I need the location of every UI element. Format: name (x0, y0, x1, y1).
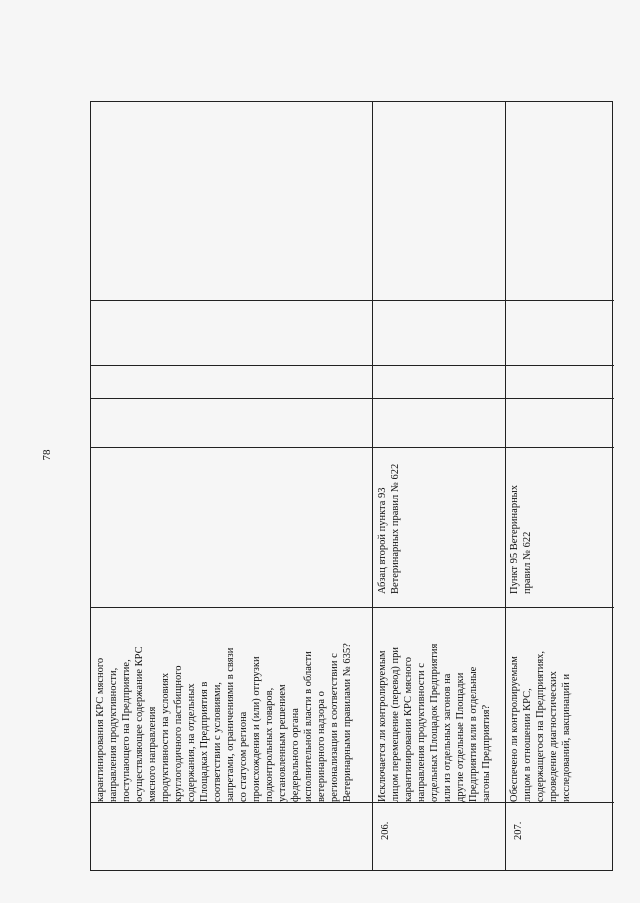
row-207-number: 207. (513, 821, 524, 840)
row-207-reference: Пункт 95 Ветеринарных правил № 622 (509, 485, 533, 594)
row-207-question: Обеспечено ли контролируемым лицом в отношении КРС, содержащегося на Предприятиях, проведение диагностических исследований, вакцинаций и (509, 650, 572, 802)
col-divider-no (91, 365, 614, 366)
col-divider-question (91, 607, 614, 608)
page-number: 78 (41, 449, 53, 461)
row-1-question: карантинирования КРС мясного направления продуктивности, поступающего на Предприятие, осуществляющее содержание КРС мясного направления продуктивности на условиях круглогодичного пастбищного содержания, на отдельных Площадках Предприятия в соответствии с условиями, запретами, ограничениями в связи со статусом региона происхождения и (или) отгрузки подконтрольных товаров, установленным решением федерального органа исполнительной власти в области ветеринарного надзора о регионализации в соответствии с Ветеринарными правилами № 635? (95, 643, 353, 802)
col-divider-reference (91, 447, 614, 448)
col-divider-yes (91, 398, 614, 399)
rotated-checklist-table (90, 101, 613, 871)
col-divider-num (91, 802, 614, 803)
row-divider (505, 102, 506, 870)
row-206-reference: Абзац второй пункта 93 Ветеринарных правил № 622 (377, 463, 401, 594)
col-divider-na (91, 300, 614, 301)
row-206-question: Исключается ли контролируемым лицом перемещение (перевод) при карантинировании КРС мясного направления продуктивности с отдельных Площадок Предприятия или из отдельных загонов на другие отдельные Площадки Предприятия или в отдельные загоны Предприятия? (377, 643, 492, 802)
row-divider (372, 102, 373, 870)
row-206-number: 206. (380, 821, 391, 840)
